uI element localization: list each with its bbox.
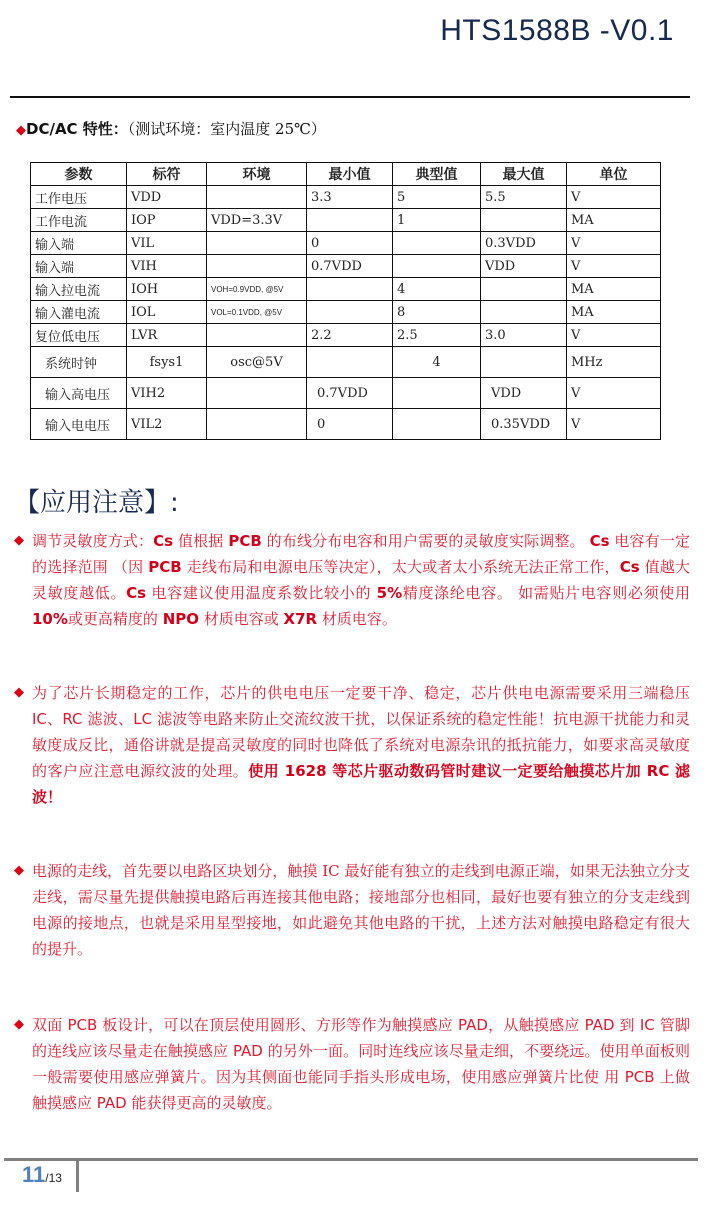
cell-max: VDD xyxy=(481,255,567,278)
cell-parameter: 工作电压 xyxy=(31,186,127,209)
note-emphasis: Cs xyxy=(619,558,640,576)
note-text: 、 xyxy=(46,710,63,728)
col-header-unit: 单位 xyxy=(567,163,661,186)
note-text: PAD xyxy=(584,1016,615,1034)
cell-max xyxy=(481,278,567,301)
cell-symbol: VDD xyxy=(127,186,207,209)
cell-condition xyxy=(207,324,307,347)
cell-typ xyxy=(393,232,481,255)
cell-max: 0.35VDD xyxy=(481,409,567,440)
note-text: 或更高精度的 xyxy=(67,610,163,628)
cell-symbol: IOP xyxy=(127,209,207,232)
document-title: HTS1588B -V0.1 xyxy=(440,14,674,47)
cell-unit: V xyxy=(567,232,661,255)
table-row xyxy=(31,378,661,409)
cell-unit: V xyxy=(567,409,661,440)
cell-typ xyxy=(393,409,481,440)
cell-typ: 5 xyxy=(393,186,481,209)
cell-symbol: IOL xyxy=(127,301,207,324)
cell-symbol: LVR xyxy=(127,324,207,347)
cell-condition: VOH=0.9VDD, @5V xyxy=(207,278,307,301)
note-text: 滤波等电路来防止交流纹波干扰，以保证系统的稳定性能！抗电源干扰能力和灵敏度成反比，通俗讲就是提高灵敏度的同时也降低了系统对电源杂讯的抵抗能力，如要求高灵敏度的客户应注意电源纹波的处理。 xyxy=(32,710,690,780)
table-row xyxy=(31,255,661,278)
table-row xyxy=(31,301,661,324)
cell-symbol: fsys1 xyxy=(127,347,207,378)
note-emphasis: Cs xyxy=(153,532,174,550)
cell-condition: osc@5V xyxy=(207,347,307,378)
note-text: 上做触摸感应 xyxy=(32,1068,690,1112)
cell-condition xyxy=(207,378,307,409)
cell-min: 2.2 xyxy=(307,324,393,347)
cell-typ xyxy=(393,378,481,409)
cell-unit: MA xyxy=(567,209,661,232)
col-header-condition: 环境 xyxy=(207,163,307,186)
cell-parameter: 系统时钟 xyxy=(31,347,127,378)
note-text: 滤波、 xyxy=(82,710,134,728)
cell-symbol: VIH xyxy=(127,255,207,278)
note-emphasis: 5% xyxy=(376,584,403,602)
note-text: ，从触摸感应 xyxy=(487,1016,585,1034)
note-emphasis: Cs xyxy=(589,532,610,550)
table-row xyxy=(31,186,661,209)
note-text: PCB xyxy=(67,1016,98,1034)
cell-typ: 4 xyxy=(393,347,481,378)
note-power-supply-stability xyxy=(14,680,690,810)
note-text: 能获得更高的灵敏度。 xyxy=(126,1094,282,1112)
cell-parameter: 工作电流 xyxy=(31,209,127,232)
cell-unit: MA xyxy=(567,301,661,324)
note-text: RC xyxy=(62,710,83,728)
cell-min xyxy=(307,278,393,301)
col-header-typ: 典型值 xyxy=(393,163,481,186)
note-emphasis: 使用 1628 等芯片驱动数码管时建议一定要给触摸芯片加 RC 滤波！ xyxy=(32,762,690,806)
col-header-min: 最小值 xyxy=(307,163,393,186)
cell-max xyxy=(481,301,567,324)
note-text: 材质电容或 xyxy=(199,610,284,628)
cell-symbol: VIH2 xyxy=(127,378,207,409)
cell-typ: 4 xyxy=(393,278,481,301)
cell-condition xyxy=(207,186,307,209)
cell-parameter: 输入拉电流 xyxy=(31,278,127,301)
note-text: 调节灵敏度方式： xyxy=(32,532,154,550)
note-emphasis: Cs xyxy=(126,584,147,602)
section-heading-condition: （测试环境：室内温度 25℃） xyxy=(127,120,326,138)
col-header-parameter: 参数 xyxy=(31,163,127,186)
cell-symbol: IOH xyxy=(127,278,207,301)
note-text: PAD xyxy=(232,1042,263,1060)
col-header-symbol: 标符 xyxy=(127,163,207,186)
note-text: 的另外一面。同时连线应该尽量走细，不要绕远。使用单面板则一般需要使用感应弹簧片。因为其侧面也能同手指头形成电场，使用感应弹簧片比使 用 xyxy=(32,1042,690,1086)
note-text: 板设计，可以在顶层使用圆形、方形等作为触摸感应 xyxy=(97,1016,458,1034)
cell-typ: 8 xyxy=(393,301,481,324)
red-diamond-bullet-icon: ◆ xyxy=(14,685,24,700)
col-header-max: 最大值 xyxy=(481,163,567,186)
table-row xyxy=(31,278,661,301)
note-text: 值越大灵敏度越低。 xyxy=(32,558,690,602)
cell-unit: V xyxy=(567,378,661,409)
footer-vertical-divider xyxy=(76,1158,79,1192)
red-diamond-bullet-icon: ◆ xyxy=(16,123,26,138)
cell-min: 0 xyxy=(307,409,393,440)
cell-unit: V xyxy=(567,324,661,347)
note-text: PAD xyxy=(96,1094,127,1112)
page-current: 11 xyxy=(22,1162,46,1187)
section-heading-bold: DC/AC 特性： xyxy=(26,120,128,138)
dc-ac-spec-table xyxy=(30,162,661,440)
cell-min xyxy=(307,347,393,378)
note-text: 到 xyxy=(614,1016,640,1034)
cell-unit: MA xyxy=(567,278,661,301)
table-row xyxy=(31,347,661,378)
cell-parameter: 输入端 xyxy=(31,232,127,255)
cell-condition: VOL=0.1VDD, @5V xyxy=(207,301,307,324)
header-divider xyxy=(10,96,690,98)
red-diamond-bullet-icon: ◆ xyxy=(14,1017,24,1032)
cell-parameter: 复位低电压 xyxy=(31,324,127,347)
cell-parameter: 输入高电压 xyxy=(31,378,127,409)
cell-symbol: VIL2 xyxy=(127,409,207,440)
note-emphasis: PCB xyxy=(228,532,262,550)
cell-min xyxy=(307,301,393,324)
note-text: 电容建议使用温度系数比较小的 xyxy=(146,584,377,602)
note-text: 管脚的连线应该尽量走在触摸感应 xyxy=(32,1016,690,1060)
table-row xyxy=(31,324,661,347)
note-text: 走线布局和电源电压等决定），太大或者太小系统无法正常工作， xyxy=(181,558,620,576)
note-pcb-design xyxy=(14,1012,690,1116)
footer-divider xyxy=(4,1158,698,1161)
note-text: 双面 xyxy=(32,1016,68,1034)
table-header-row xyxy=(31,163,661,186)
note-text: PAD xyxy=(457,1016,488,1034)
note-power-routing xyxy=(14,858,690,962)
cell-typ: 2.5 xyxy=(393,324,481,347)
note-text: 值根据 xyxy=(173,532,229,550)
page-total: /13 xyxy=(45,1171,62,1185)
red-diamond-bullet-icon: ◆ xyxy=(14,533,24,548)
cell-min: 0.7VDD xyxy=(307,255,393,278)
cell-condition: VDD=3.3V xyxy=(207,209,307,232)
note-text: 电容有一定的选择范围 （因 xyxy=(32,532,690,576)
cell-unit: MHz xyxy=(567,347,661,378)
note-text: 的布线分布电容和用户需要的灵敏度实际调整。 xyxy=(261,532,590,550)
note-text: 材质电容。 xyxy=(317,610,397,628)
note-text: 为了芯片长期稳定的工作，芯片的供电电压一定要干净、稳定，芯片供电电源需要采用三端稳压 xyxy=(32,684,690,702)
cell-min: 0.7VDD xyxy=(307,378,393,409)
note-text: IC xyxy=(32,710,47,728)
cell-max: 0.3VDD xyxy=(481,232,567,255)
red-diamond-bullet-icon: ◆ xyxy=(14,863,24,878)
cell-min: 3.3 xyxy=(307,186,393,209)
table-row xyxy=(31,232,661,255)
note-emphasis: X7R xyxy=(283,610,318,628)
cell-max: 5.5 xyxy=(481,186,567,209)
note-text: IC xyxy=(639,1016,655,1034)
note-text: LC xyxy=(133,710,153,728)
cell-parameter: 输入电电压 xyxy=(31,409,127,440)
cell-unit: V xyxy=(567,255,661,278)
cell-condition xyxy=(207,232,307,255)
cell-min xyxy=(307,209,393,232)
cell-condition xyxy=(207,255,307,278)
table-row xyxy=(31,209,661,232)
section-heading xyxy=(16,118,326,139)
note-emphasis: NPO xyxy=(162,610,199,628)
cell-typ: 1 xyxy=(393,209,481,232)
cell-parameter: 输入灌电流 xyxy=(31,301,127,324)
cell-symbol: VIL xyxy=(127,232,207,255)
cell-typ xyxy=(393,255,481,278)
cell-unit: V xyxy=(567,186,661,209)
cell-max xyxy=(481,347,567,378)
cell-parameter: 输入端 xyxy=(31,255,127,278)
note-text: 精度涤纶电容。 如需贴片电容则必须使用 xyxy=(402,584,690,602)
cell-condition xyxy=(207,409,307,440)
note-text: PCB xyxy=(624,1068,655,1086)
note-text: 电源的走线，首先要以电路区块划分，触摸 IC 最好能有独立的走线到电源正端，如果无法独立分支走线，需尽量先提供触摸电路后再连接其他电路；接地部分也相同，最好也要有独立的分支走线到电源的接地点，也就是采用星型接地，如此避免其他电路的干扰，上述方法对触摸电路稳定有很大的提升。 xyxy=(32,862,690,958)
note-sensitivity-adjustment xyxy=(14,528,690,632)
cell-max: 3.0 xyxy=(481,324,567,347)
cell-min: 0 xyxy=(307,232,393,255)
note-emphasis: 10% xyxy=(32,610,68,628)
page-number xyxy=(22,1162,62,1188)
cell-max: VDD xyxy=(481,378,567,409)
application-notes-heading: 【应用注意】: xyxy=(14,488,179,518)
cell-max xyxy=(481,209,567,232)
table-row xyxy=(31,409,661,440)
note-emphasis: PCB xyxy=(148,558,182,576)
